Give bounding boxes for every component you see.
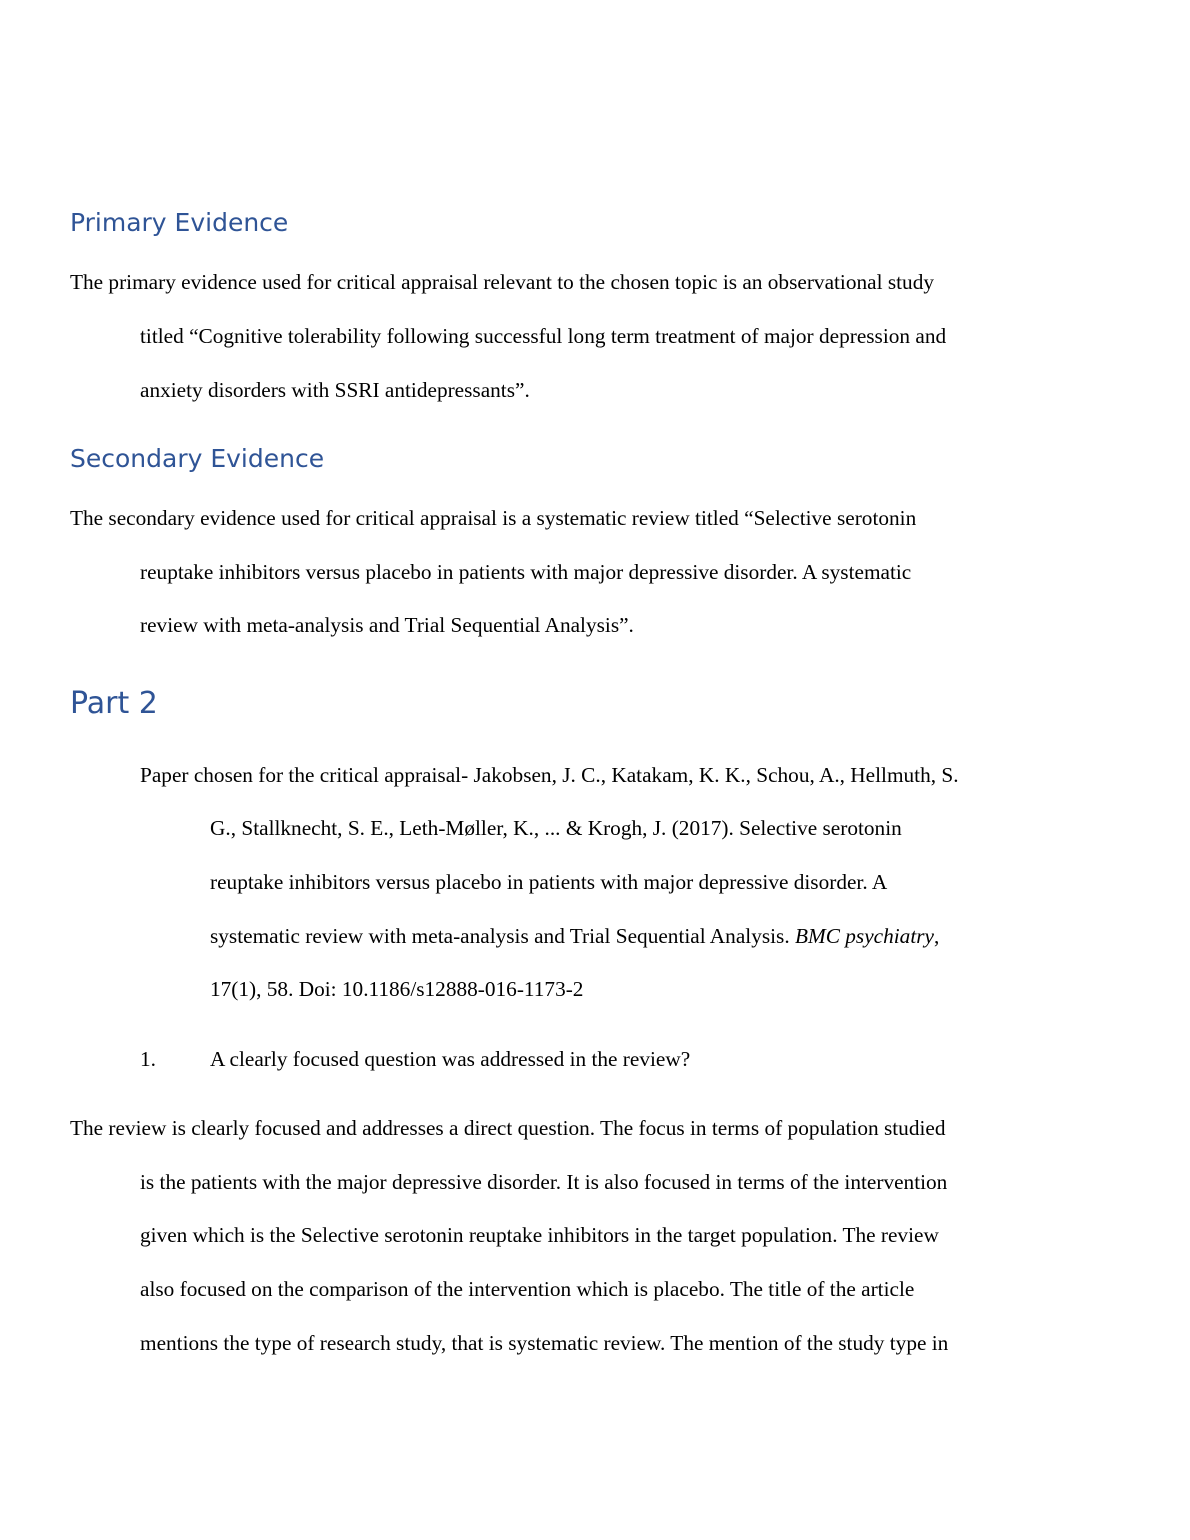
primary-line-3: anxiety disorders with SSRI antidepressants”. [140, 378, 530, 402]
question-1-number: 1. [140, 1047, 156, 1071]
reference-line-3: reuptake inhibitors versus placebo in patients with major depressive disorder. A [210, 870, 888, 894]
primary-line-2: titled “Cognitive tolerability following successful long term treatment of major depression and [140, 324, 947, 348]
reference-line-5: 17(1), 58. Doi: 10.1186/s12888-016-1173-2 [210, 977, 584, 1001]
secondary-line-2: reuptake inhibitors versus placebo in patients with major depressive disorder. A systematic [140, 560, 912, 584]
answer-line-2: is the patients with the major depressive disorder. It is also focused in terms of the intervention [140, 1170, 948, 1194]
reference-line-4-text: systematic review with meta-analysis and Trial Sequential Analysis. [210, 924, 795, 948]
question-1-text: A clearly focused question was addressed in the review? [210, 1047, 691, 1071]
reference-journal: BMC psychiatry [794, 924, 934, 948]
reference-line-1: Paper chosen for the critical appraisal- Jakobsen, J. C., Katakam, K. K., Schou, A., Hellmuth, S. [140, 763, 959, 787]
reference-line-4 [210, 923, 939, 949]
answer-line-5: mentions the type of research study, that is systematic review. The mention of the study type in [140, 1331, 949, 1355]
answer-line-4: also focused on the comparison of the intervention which is placebo. The title of the article [140, 1277, 915, 1301]
answer-line-1: The review is clearly focused and addresses a direct question. The focus in terms of population studied [70, 1116, 946, 1140]
secondary-line-3: review with meta-analysis and Trial Sequential Analysis”. [140, 613, 634, 637]
reference-line-2: G., Stallknecht, S. E., Leth-Møller, K., ... & Krogh, J. (2017). Selective serotonin [210, 816, 902, 840]
heading-secondary-evidence: Secondary Evidence [70, 444, 325, 473]
heading-part-2: Part 2 [70, 686, 158, 721]
answer-line-3: given which is the Selective serotonin reuptake inhibitors in the target population. The review [140, 1223, 939, 1247]
primary-line-1: The primary evidence used for critical appraisal relevant to the chosen topic is an observational study [70, 270, 934, 294]
heading-primary-evidence: Primary Evidence [70, 208, 289, 237]
secondary-line-1: The secondary evidence used for critical appraisal is a systematic review titled “Selective serotonin [70, 506, 917, 530]
reference-line-4-comma: , [933, 924, 940, 948]
